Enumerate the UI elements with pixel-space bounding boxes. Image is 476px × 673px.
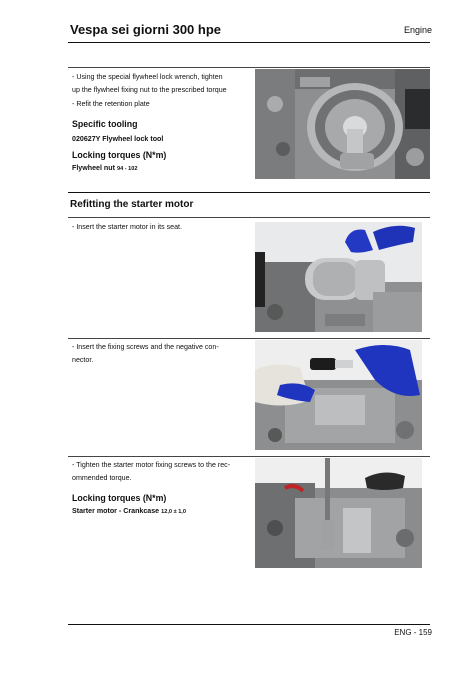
- torque-value: 12,0 ± 1,0: [161, 508, 186, 515]
- instruction-line: up the flywheel fixing nut to the prescribed torque: [72, 86, 227, 95]
- instruction-line: nector.: [72, 356, 94, 365]
- torque-value: 94 - 102: [116, 166, 138, 173]
- block3-text: [72, 341, 252, 368]
- block-divider: [68, 456, 430, 457]
- section-rule-bottom: [68, 217, 430, 218]
- flywheel-photo: [255, 69, 430, 179]
- block2-text: [72, 221, 252, 234]
- fixing-screws-photo: [255, 340, 422, 450]
- section-title: Refitting the starter motor: [70, 199, 194, 210]
- torque-spec: [72, 505, 252, 518]
- header-rule: [68, 42, 430, 43]
- page-number: ENG - 159: [394, 628, 432, 637]
- torque-spec: [72, 162, 252, 175]
- block-divider: [68, 67, 430, 68]
- tool-code: 020627Y Flywheel lock tool: [72, 135, 164, 144]
- tighten-screws-photo: [255, 458, 422, 568]
- instruction-line: - Tighten the starter motor fixing screws to the rec-: [72, 461, 231, 469]
- locking-torques-heading: Locking torques (N*m): [72, 492, 167, 503]
- block4-text: [72, 459, 252, 518]
- torque-label: Starter motor - Crankcase: [72, 506, 160, 515]
- footer-rule: [68, 624, 430, 625]
- section-rule-top: [68, 192, 430, 193]
- block-divider: [68, 338, 430, 339]
- block1-text: [72, 71, 252, 175]
- page-title: Vespa sei giorni 300 hpe: [70, 22, 222, 37]
- instruction-line: - Insert the starter motor in its seat.: [72, 223, 182, 231]
- starter-motor-insert-photo: [255, 222, 422, 332]
- specific-tooling-heading: Specific tooling: [72, 119, 138, 130]
- instruction-line: - Insert the fixing screws and the negative con-: [72, 343, 219, 351]
- instruction-line: - Using the special flywheel lock wrench, tighten: [72, 73, 223, 81]
- torque-label: Flywheel nut: [72, 164, 115, 173]
- section-label: Engine: [403, 25, 432, 35]
- instruction-line: ommended torque.: [72, 474, 132, 483]
- instruction-line: - Refit the retention plate: [72, 99, 150, 108]
- locking-torques-heading: Locking torques (N*m): [72, 150, 167, 161]
